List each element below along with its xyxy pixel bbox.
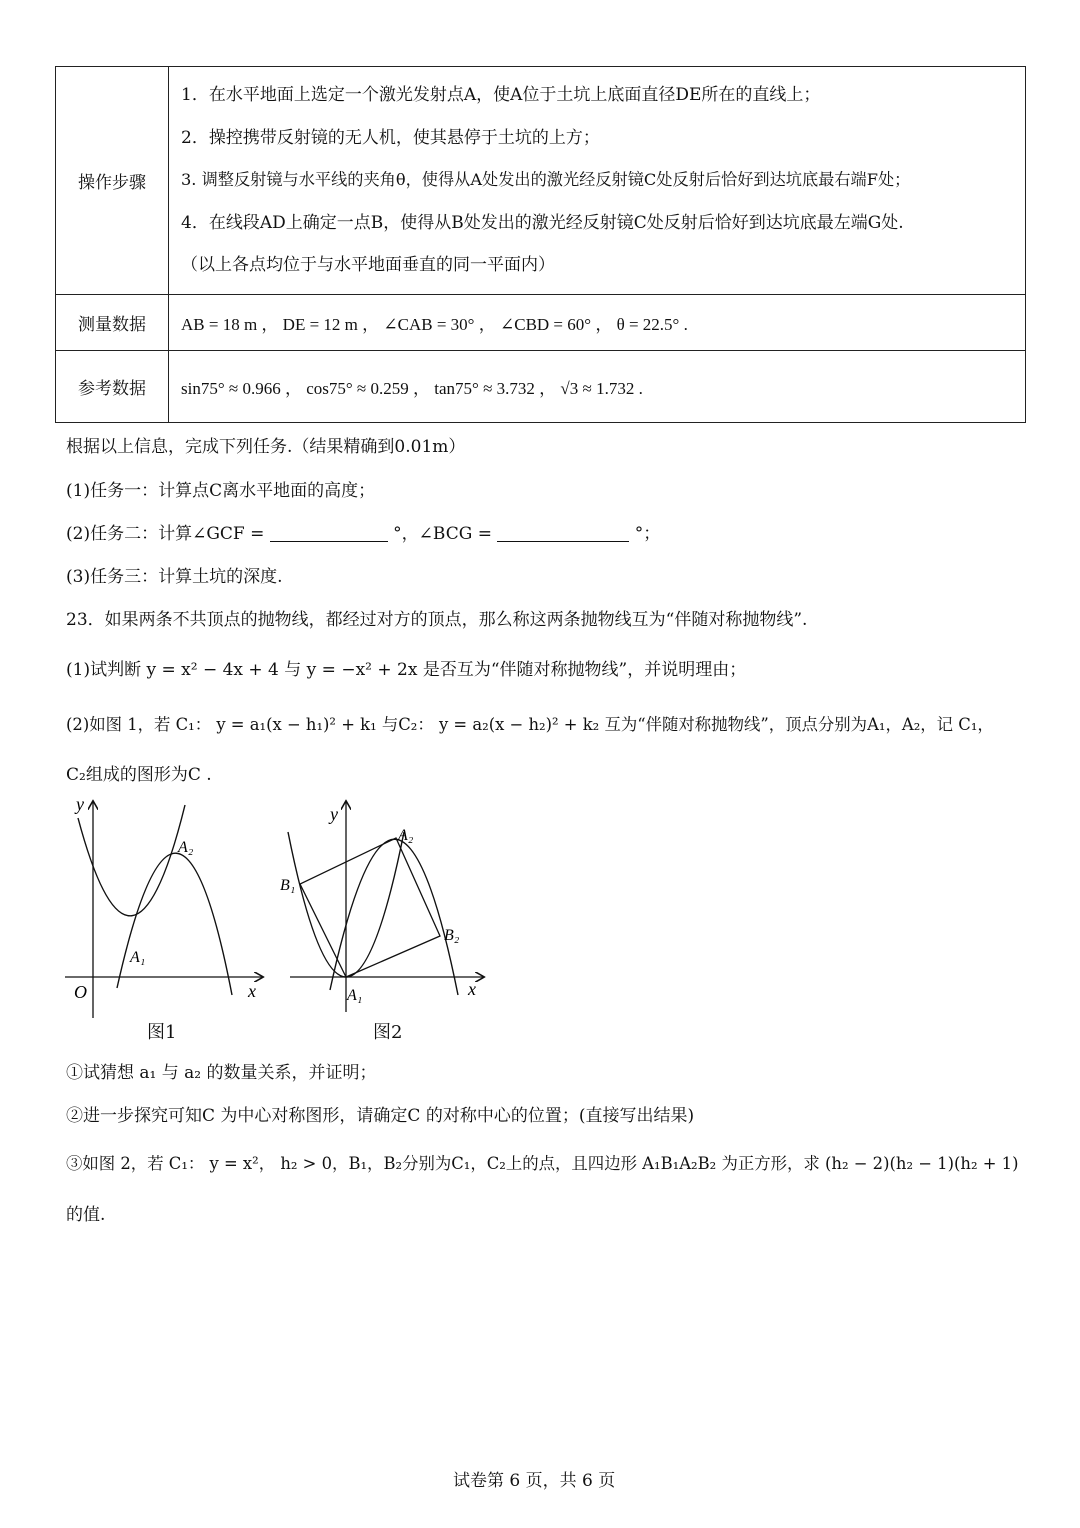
intro-text: 根据以上信息，完成下列任务.（结果精确到0.01m） xyxy=(66,437,466,457)
fig2-square xyxy=(300,838,440,977)
question-23: 23．如果两条不共顶点的抛物线，都经过对方的顶点，那么称这两条抛物线互为“伴随对称抛物线”. xyxy=(66,610,808,630)
info-table xyxy=(55,66,1026,423)
answer-blank-bcg[interactable] xyxy=(497,525,629,542)
task-2-pre: (2)任务二：计算∠GCF = xyxy=(66,524,265,544)
task-2 xyxy=(66,519,660,544)
sub-question-3a: ③如图 2，若 C₁： y = x²， h₂ > 0，B₁，B₂分别为C₁，C₂上的点，且四边形 A₁B₁A₂B₂ 为正方形，求 (h₂ − 2)(h₂ − 1)(h₂ + 1) xyxy=(66,1154,1019,1173)
fig1-x-label: x xyxy=(248,981,256,1001)
step-2: 2．操控携带反射镜的无人机，使其悬停于土坑的上方； xyxy=(181,127,600,148)
fig2-y-label: y xyxy=(330,804,338,824)
task-2-end: °； xyxy=(634,524,661,544)
task-2-mid: °，∠BCG = xyxy=(393,524,492,544)
sub-question-2: ②进一步探究可知C 为中心对称图形，请确定C 的对称中心的位置；(直接写出结果) xyxy=(66,1106,695,1126)
question-23-part-2a: (2)如图 1，若 C₁： y = a₁(x − h₁)² + k₁ 与C₂： y = a₂(x − h₂)² + k₂ 互为“伴随对称抛物线”，顶点分别为A₁，A₂，记 C₁， xyxy=(66,715,994,734)
row-label-measure: 测量数据 xyxy=(56,295,169,351)
step-note: （以上各点均位于与水平地面垂直的同一平面内） xyxy=(181,255,555,276)
question-23-part-1: (1)试判断 y = x² − 4x + 4 与 y = −x² + 2x 是否互为“伴随对称抛物线”，并说明理由； xyxy=(66,660,747,680)
row-label-reference: 参考数据 xyxy=(56,351,169,423)
fig1-a2-label: A₂ xyxy=(178,839,194,856)
fig1-parabola-c2 xyxy=(117,853,232,995)
step-3: 3. 调整反射镜与水平线的夹角θ，使得从A处发出的激光经反射镜C处反射后恰好到达坑底最右端F处； xyxy=(181,170,911,190)
measure-cell: AB = 18 m ， DE = 12 m ， ∠CAB = 30° ， ∠CBD = 60° ， θ = 22.5° . xyxy=(169,295,1026,351)
fig2-b2-label: B₂ xyxy=(444,927,460,944)
steps-cell xyxy=(169,67,1026,295)
step-4: 4．在线段AD上确定一点B，使得从B处发出的激光经反射镜C处反射后恰好到达坑底最左端G处. xyxy=(181,212,904,233)
row-label-steps: 操作步骤 xyxy=(56,67,169,295)
fig2-a1-label: A₁ xyxy=(347,987,363,1004)
task-3: (3)任务三：计算土坑的深度. xyxy=(66,567,283,587)
figure-2 xyxy=(280,790,500,1020)
fig1-origin-label: O xyxy=(74,982,87,1002)
reference-cell: sin75° ≈ 0.966 ， cos75° ≈ 0.259 ， tan75° ≈ 3.732 ， √3 ≈ 1.732 . xyxy=(169,351,1026,423)
question-23-part-2b: C₂组成的图形为C . xyxy=(66,765,212,785)
sub-question-3b: 的值. xyxy=(66,1205,106,1225)
task-1: (1)任务一：计算点C离水平地面的高度； xyxy=(66,481,376,501)
fig2-a2-label: A₂ xyxy=(398,827,414,844)
sub-question-1: ①试猜想 a₁ 与 a₂ 的数量关系，并证明； xyxy=(66,1063,377,1083)
fig1-a1-label: A₁ xyxy=(130,949,146,966)
fig1-y-label: y xyxy=(76,794,84,814)
figure-1 xyxy=(60,790,270,1030)
fig2-parabola-c2 xyxy=(330,839,458,995)
fig2-b1-label: B₁ xyxy=(280,877,296,894)
fig1-parabola-c1 xyxy=(78,805,185,916)
answer-blank-gcf[interactable] xyxy=(270,525,388,542)
page-footer: 试卷第 6 页，共 6 页 xyxy=(453,1471,616,1491)
figure-2-caption: 图2 xyxy=(373,1022,403,1043)
fig2-x-label: x xyxy=(468,979,476,999)
figure-1-caption: 图1 xyxy=(147,1022,177,1043)
step-1: 1．在水平地面上选定一个激光发射点A，使A位于土坑上底面直径DE所在的直线上； xyxy=(181,85,821,106)
